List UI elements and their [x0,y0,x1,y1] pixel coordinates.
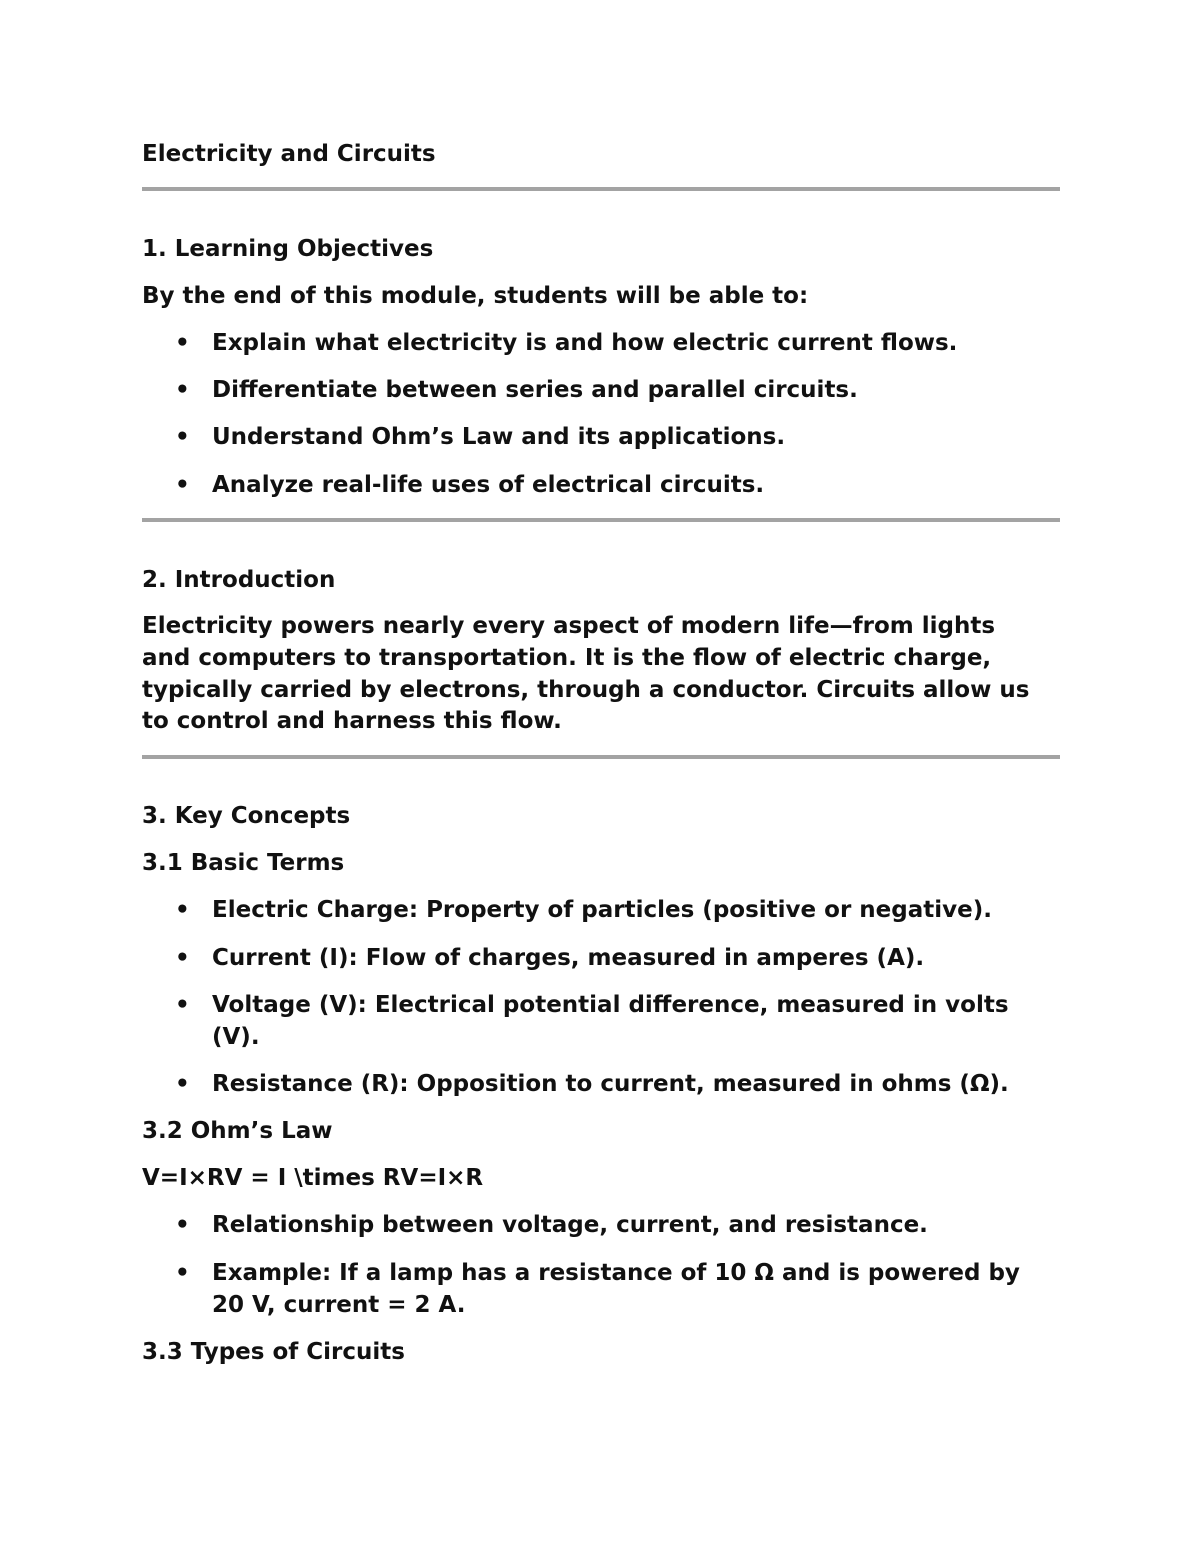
list-item-text: Understand Ohm’s Law and its applications. [212,424,786,450]
list-item-text: 20 V, current = 2 A. [212,1292,466,1318]
list-item-text: Explain what electricity is and how electric current flows. [212,330,958,356]
list-item-text: Relationship between voltage, current, and resistance. [212,1212,928,1238]
divider-rule [142,187,1060,191]
ohms-law-formula: V=I×RV = I \times RV=I×R [142,1165,484,1191]
divider-rule [142,518,1060,522]
bullet-icon: • [175,1212,190,1238]
list-item-text: (V). [212,1024,260,1050]
bullet-icon: • [175,897,190,923]
list-item-text: Current (I): Flow of charges, measured in amperes (A). [212,945,925,971]
list-item-text: Electric Charge: Property of particles (positive or negative). [212,897,992,923]
section-heading-objectives: 1. Learning Objectives [142,236,434,262]
document-title: Electricity and Circuits [142,141,436,167]
subheading-ohms-law: 3.2 Ohm’s Law [142,1118,333,1144]
list-item-text: Resistance (R): Opposition to current, measured in ohms (Ω). [212,1071,1009,1097]
subheading-types-of-circuits: 3.3 Types of Circuits [142,1339,405,1365]
subheading-basic-terms: 3.1 Basic Terms [142,850,345,876]
list-item-text: Differentiate between series and parallel circuits. [212,377,858,403]
bullet-icon: • [175,424,190,450]
list-item-text: Analyze real-life uses of electrical circuits. [212,472,765,498]
section-heading-key-concepts: 3. Key Concepts [142,803,351,829]
introduction-paragraph-line: and computers to transportation. It is the flow of electric charge, [142,645,992,671]
divider-rule [142,755,1060,759]
bullet-icon: • [175,945,190,971]
bullet-icon: • [175,1260,190,1286]
list-item-text: Example: If a lamp has a resistance of 10 Ω and is powered by [212,1260,1020,1286]
introduction-paragraph-line: to control and harness this flow. [142,708,562,734]
introduction-paragraph-line: Electricity powers nearly every aspect of modern life—from lights [142,613,996,639]
bullet-icon: • [175,377,190,403]
bullet-icon: • [175,330,190,356]
bullet-icon: • [175,992,190,1018]
objectives-intro: By the end of this module, students will be able to: [142,283,809,309]
introduction-paragraph-line: typically carried by electrons, through a conductor. Circuits allow us [142,677,1030,703]
bullet-icon: • [175,472,190,498]
list-item-text: Voltage (V): Electrical potential difference, measured in volts [212,992,1009,1018]
bullet-icon: • [175,1071,190,1097]
section-heading-introduction: 2. Introduction [142,567,336,593]
